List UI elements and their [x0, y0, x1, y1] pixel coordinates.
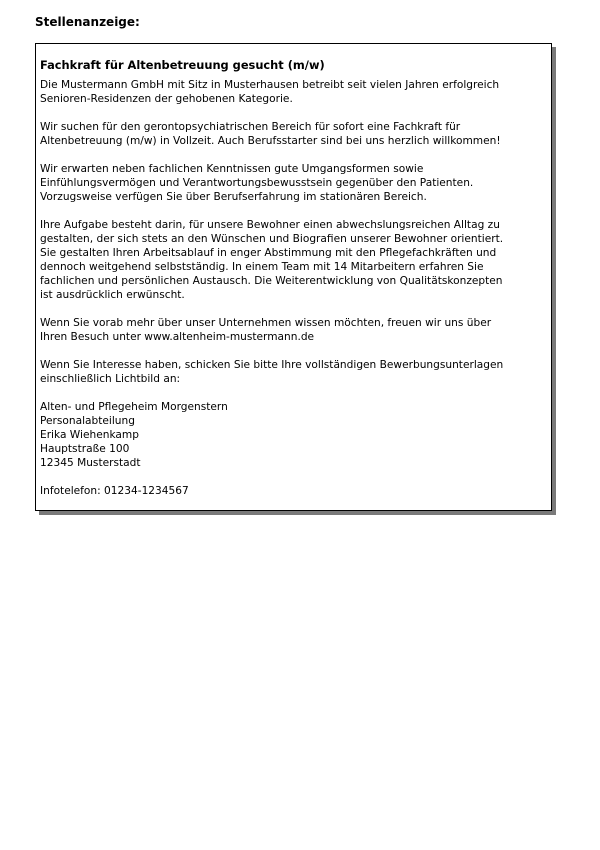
job-ad-box	[35, 43, 552, 511]
job-ad-spacer	[40, 302, 547, 316]
job-ad-intro-paragraph: Die Mustermann GmbH mit Sitz in Musterhausen betreibt seit vielen Jahren erfolgreich Senioren-Residenzen der gehobenen Kategorie.	[40, 79, 500, 105]
job-ad-spacer	[40, 148, 547, 162]
job-ad-address-block: Alten- und Pflegeheim Morgenstern Personalabteilung Erika Wiehenkamp Hauptstraße 100 12345 Musterstadt	[40, 401, 228, 469]
job-ad-title: Fachkraft für Altenbetreuung gesucht (m/w)	[40, 58, 325, 72]
job-ad-spacer	[40, 204, 547, 218]
job-ad-spacer	[40, 344, 547, 358]
job-ad-offer-paragraph: Wir suchen für den gerontopsychiatrischen Bereich für sofort eine Fachkraft für Altenbetreuung (m/w) in Vollzeit. Auch Berufsstarter sind bei uns herzlich willkommen!	[40, 121, 501, 147]
job-ad-tasks-paragraph: Ihre Aufgabe besteht darin, für unsere Bewohner einen abwechslungsreichen Alltag zu gestalten, der sich stets an den Wünschen und Biografien unserer Bewohner orientiert. Sie gestalten Ihren Arbeitsablauf in enger Abstimmung mit den Pflegefachkräften und dennoch weitgehend selbstständig. In einem Team mit 14 Mitarbeitern erfahren Sie fachlichen und persönlichen Austausch. Die Weiterentwicklung von Qualitätskonzepten ist ausdrücklich erwünscht.	[40, 219, 504, 301]
job-ad-spacer	[40, 470, 547, 484]
job-ad-spacer	[40, 106, 547, 120]
job-ad-website-paragraph: Wenn Sie vorab mehr über unser Unternehmen wissen möchten, freuen wir uns über Ihren Besuch unter www.altenheim-mustermann.de	[40, 317, 492, 343]
page-heading: Stellenanzeige:	[35, 15, 140, 29]
job-ad-spacer	[40, 386, 547, 400]
job-ad-phone-line: Infotelefon: 01234-1234567	[40, 485, 189, 497]
job-ad-requirements-paragraph: Wir erwarten neben fachlichen Kenntnissen gute Umgangsformen sowie Einfühlungsvermögen und Verantwortungsbewusstsein gegenüber den Patienten. Vorzugsweise verfügen Sie über Berufserfahrung im stationären Bereich.	[40, 163, 474, 203]
job-ad-application-paragraph: Wenn Sie Interesse haben, schicken Sie bitte Ihre vollständigen Bewerbungsunterlagen einschließlich Lichtbild an:	[40, 359, 504, 385]
